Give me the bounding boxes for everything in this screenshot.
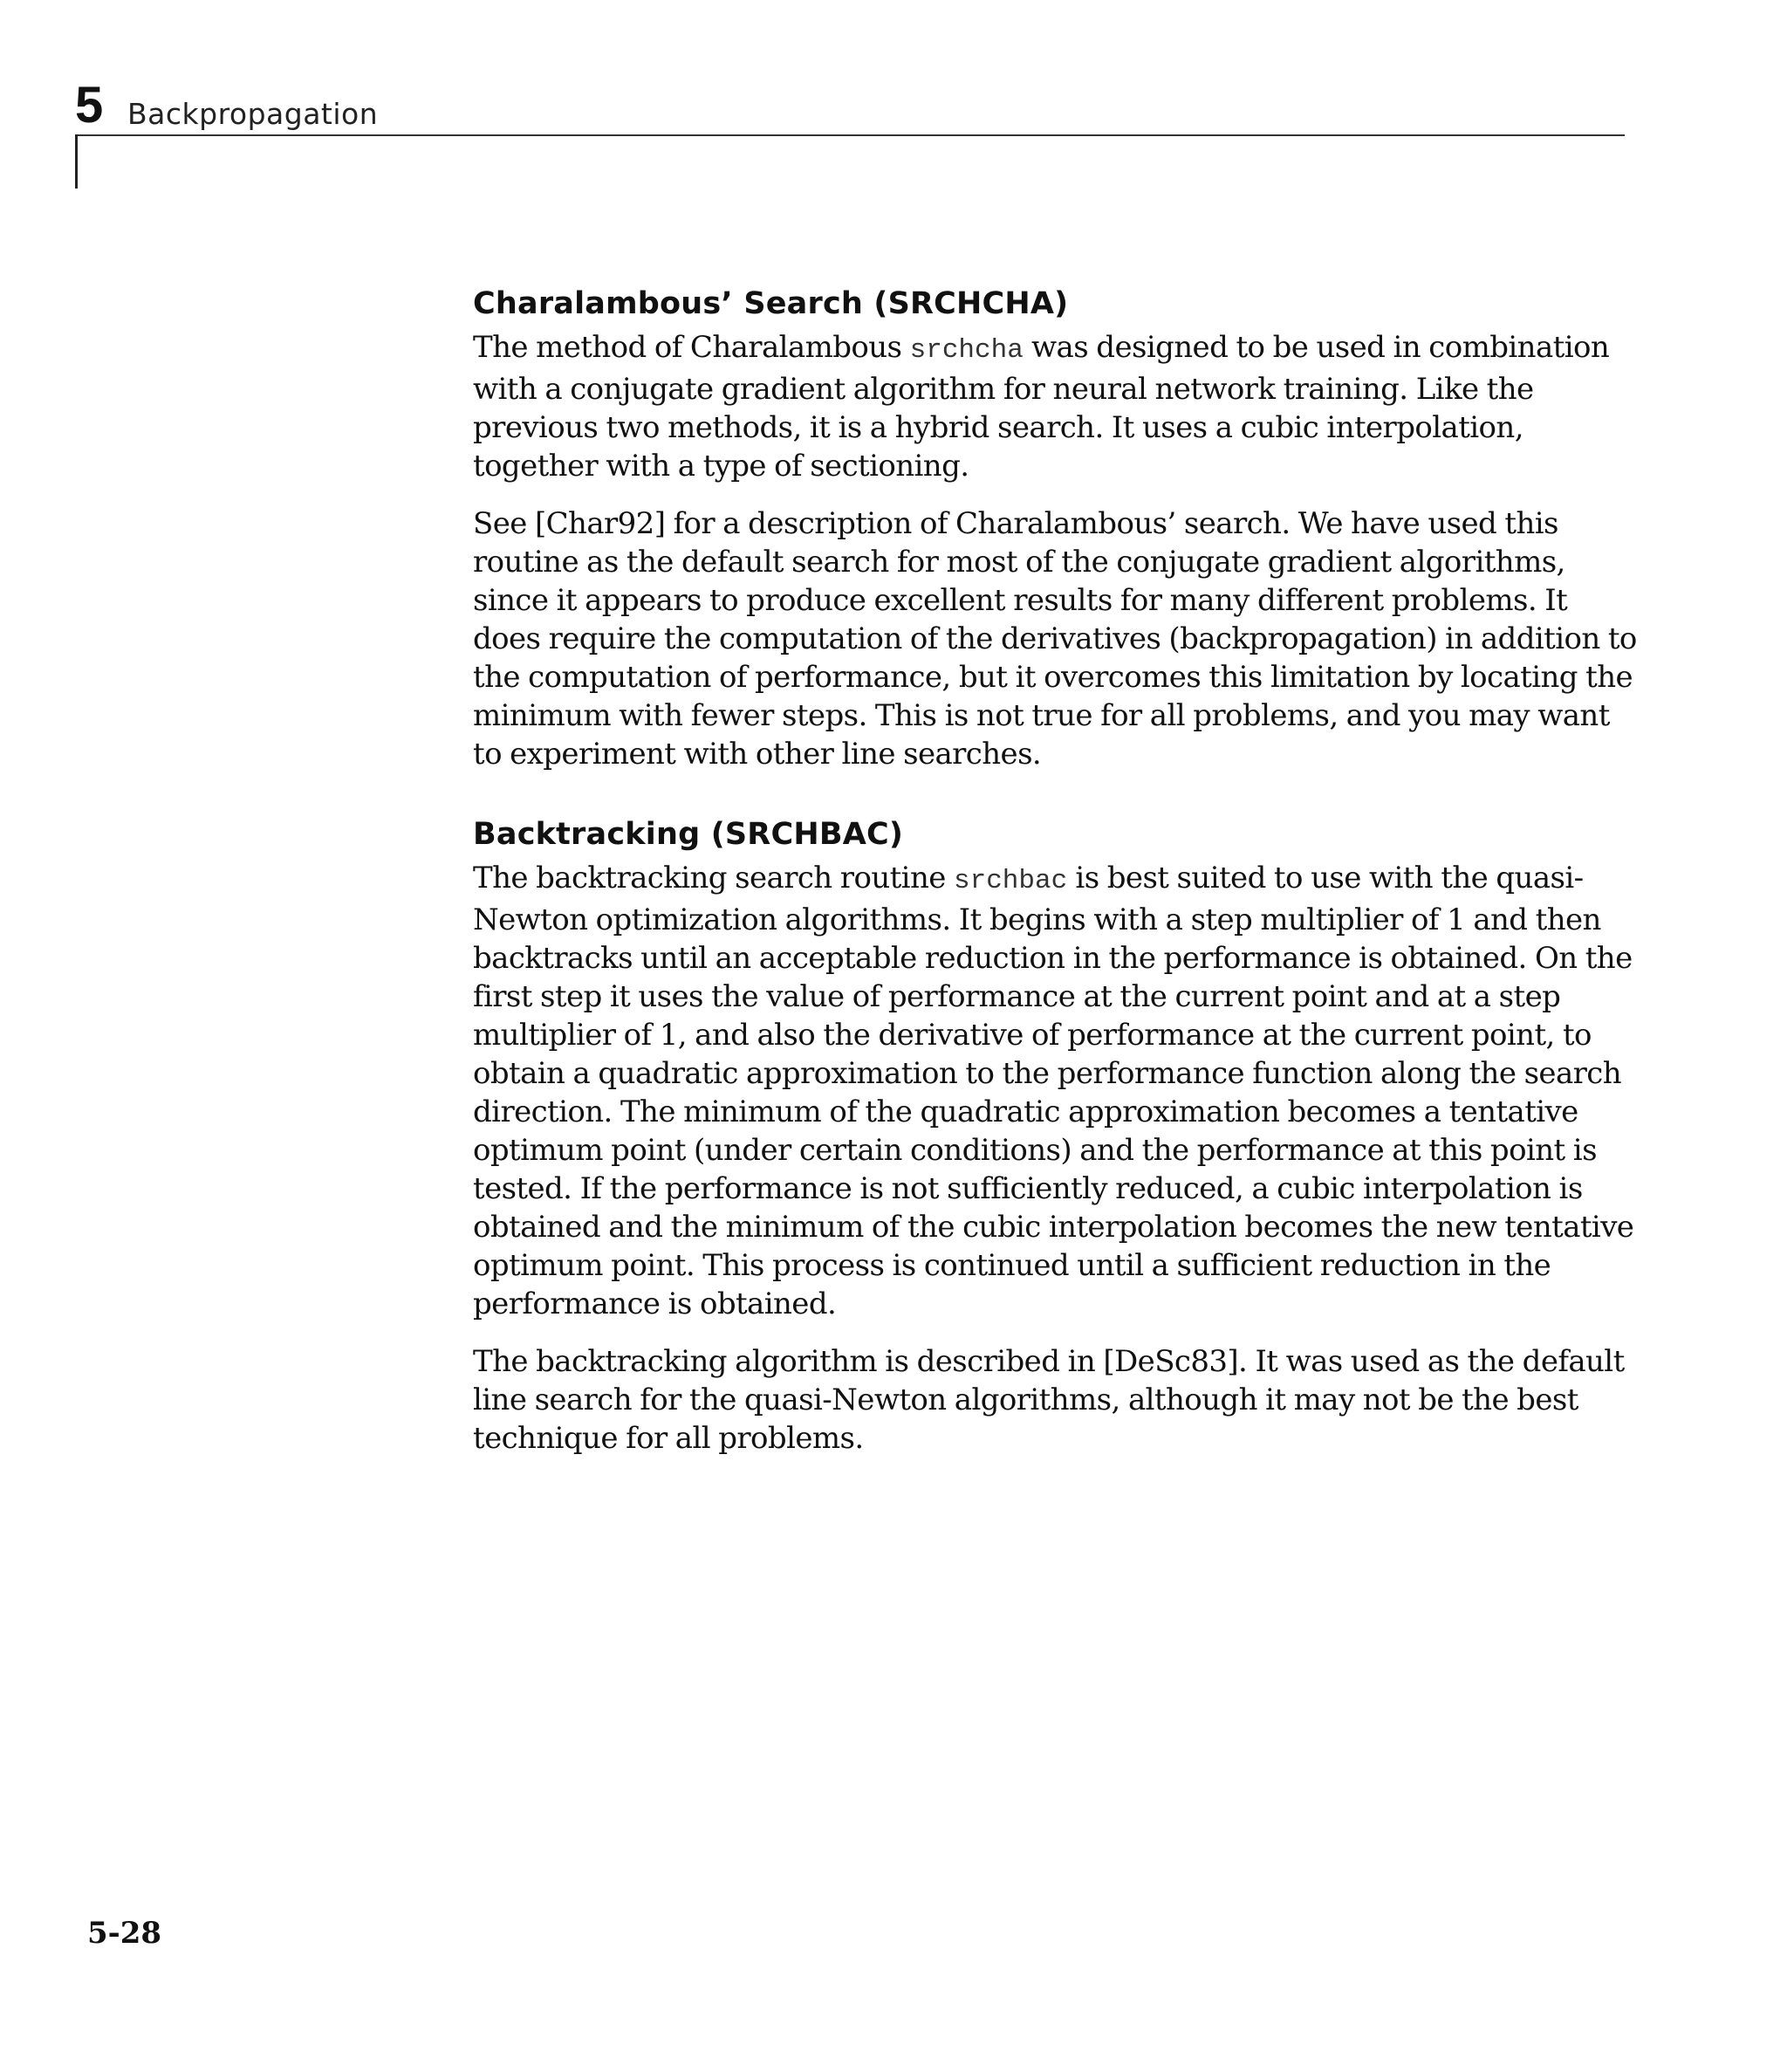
- chapter-number: 5: [75, 77, 104, 134]
- section-heading-srchcha: Charalambous’ Search (SRCHCHA): [473, 286, 1069, 321]
- paragraph-text: The method of Charalambous: [473, 330, 910, 365]
- header-rule: [75, 134, 1625, 136]
- section-srchcha: [473, 285, 1642, 773]
- paragraph-text: was designed to be used in combination with a conjugate gradient algorithm for neural network training. Like the previous two methods, it is a hybrid search. It uses a cubic interpolation, together with a type of sectioning.: [473, 330, 1610, 484]
- paragraph-text: is best suited to use with the quasi-Newton optimization algorithms. It begins with a step multiplier of 1 and then backtracks until an acceptable reduction in the performance is obtained. On the first step it uses the value of performance at the current point and at a step multiplier of 1, and also the derivative of performance at the current point, to obtain a quadratic approximation to the performance function along the search direction. The minimum of the quadratic approximation becomes a tentative optimum point (under certain conditions) and the performance at this point is tested. If the performance is not sufficiently reduced, a cubic interpolation is obtained and the minimum of the cubic interpolation becomes the new tentative optimum point. This process is continued until a sufficient reduction in the performance is obtained.: [473, 861, 1634, 1321]
- code-srchbac: srchbac: [953, 866, 1068, 896]
- main-content: [473, 285, 1642, 1477]
- paragraph: [473, 328, 1642, 485]
- header-tick: [75, 134, 78, 189]
- paragraph-text: The backtracking search routine: [473, 861, 954, 895]
- code-srchcha: srchcha: [909, 335, 1024, 366]
- section-heading-srchbac: Backtracking (SRCHBAC): [473, 817, 904, 852]
- paragraph: See [Char92] for a description of Charalambous’ search. We have used this routine as the default search for most of the conjugate gradient algorithms, since it appears to produce excellent results for many different problems. It does require the computation of the derivatives (backpropagation) in addition to the computation of performance, but it overcomes this limitation by locating the minimum with fewer steps. This is not true for all problems, and you may want to experiment with other line searches.: [473, 506, 1637, 772]
- section-spacer: [473, 792, 1642, 815]
- page-number: 5-28: [87, 1916, 162, 1951]
- paragraph: [473, 859, 1642, 1323]
- section-srchbac: [473, 815, 1642, 1458]
- chapter-title: Backpropagation: [127, 97, 379, 131]
- paragraph: The backtracking algorithm is described in [DeSc83]. It was used as the default line search for the quasi-Newton algorithms, although it may not be the best technique for all problems.: [473, 1344, 1625, 1456]
